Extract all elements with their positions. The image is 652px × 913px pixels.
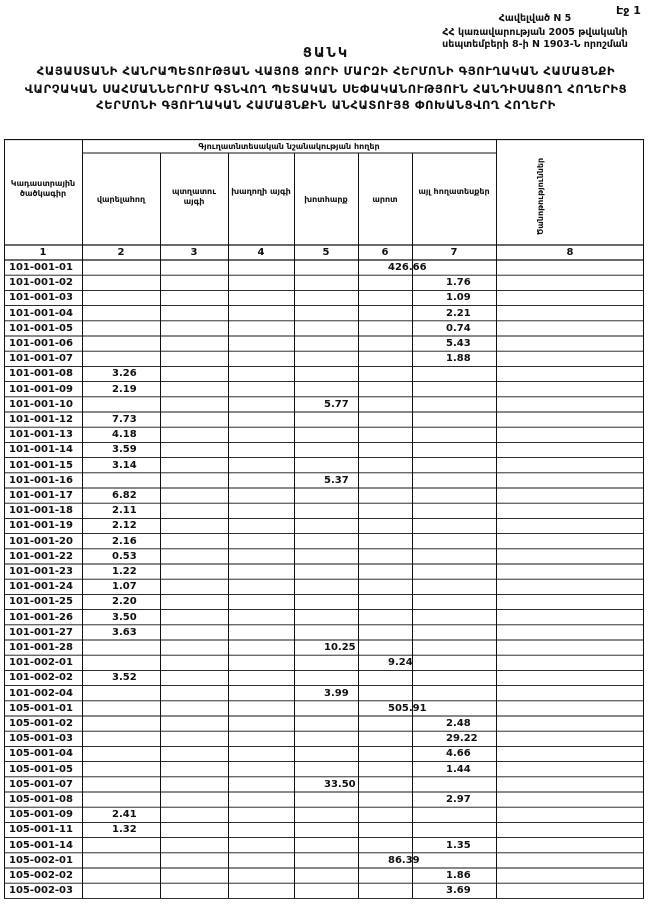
column-number: 2: [117, 247, 125, 258]
area-value-cell: 3.63: [112, 626, 137, 638]
cadastral-code-cell: 101-001-01: [9, 262, 73, 273]
cadastral-code-cell: 101-001-14: [9, 444, 73, 456]
area-value-cell: 2.12: [112, 520, 137, 532]
cadastral-code-cell: 101-002-04: [9, 687, 73, 699]
cadastral-code-cell: 101-001-03: [9, 292, 73, 304]
cadastral-code-cell: 101-001-23: [9, 566, 73, 577]
area-value-cell: 0.74: [446, 322, 471, 334]
area-value-cell: 5.77: [324, 398, 349, 410]
cadastral-code-cell: 101-001-07: [9, 353, 73, 365]
cadastral-code-cell: 105-001-14: [9, 839, 73, 851]
cadastral-code-cell: 105-001-08: [9, 794, 73, 805]
cadastral-code-cell: 101-001-19: [9, 520, 73, 532]
cadastral-code-cell: 105-001-05: [9, 763, 73, 775]
cadastral-code-cell: 101-001-20: [9, 535, 73, 547]
cadastral-code-cell: 101-002-02: [9, 672, 73, 684]
cadastral-code-cell: 101-001-08: [9, 368, 73, 380]
area-value-cell: 3.69: [446, 885, 471, 897]
cadastral-code-cell: 105-001-07: [9, 778, 73, 790]
cadastral-code-cell: 105-002-03: [9, 885, 73, 897]
column-number: 3: [190, 247, 198, 258]
area-value-cell: 10.25: [324, 642, 356, 653]
area-value-cell: 0.53: [112, 550, 137, 562]
area-value-cell: 1.07: [112, 581, 137, 593]
column-number: 5: [322, 247, 330, 258]
area-value-cell: 4.18: [112, 429, 137, 441]
column-number: 6: [381, 247, 389, 258]
area-value-cell: 5.43: [446, 338, 471, 349]
area-value-cell: 3.59: [112, 444, 137, 456]
cadastral-code-cell: 101-001-27: [9, 626, 73, 638]
header-pasture: արոտ: [372, 195, 398, 204]
area-value-cell: 1.22: [112, 566, 137, 577]
column-number: 1: [39, 247, 47, 258]
column-number: 8: [566, 247, 574, 258]
area-value-cell: 9.24: [388, 657, 413, 669]
area-value-cell: 2.16: [112, 535, 137, 547]
cadastral-code-cell: 101-001-17: [9, 490, 73, 501]
cadastral-code-cell: 101-001-18: [9, 505, 73, 517]
cadastral-code-cell: 105-001-11: [9, 824, 73, 836]
column-number: 4: [257, 247, 265, 258]
area-value-cell: 1.86: [446, 870, 471, 881]
page-number: Էջ 1: [616, 4, 641, 17]
cadastral-code-cell: 101-001-10: [9, 398, 73, 410]
area-value-cell: 1.44: [446, 763, 471, 775]
land-table: [4, 139, 644, 904]
area-value-cell: 1.35: [446, 839, 471, 851]
cadastral-code-cell: 101-001-16: [9, 474, 73, 486]
cadastral-code-cell: 105-001-03: [9, 733, 73, 745]
area-value-cell: 1.09: [446, 292, 471, 304]
cadastral-code-cell: 105-001-01: [9, 702, 73, 714]
document-subtitle-line1: ՀԱՅԱՍՏԱՆԻ ՀԱՆՐԱՊԵՏՈՒԹՅԱՆ ՎԱՅՈՑ ՁՈՐԻ ՄԱՐԶԻ ՀԵՐՄՈՆԻ ԳՅՈՒՂԱԿԱՆ ՀԱՄԱՅՆՔԻ: [36, 64, 616, 78]
column-number: 7: [450, 247, 458, 258]
cadastral-code-cell: 101-001-26: [9, 611, 73, 623]
header-arable-land: վարելահող: [96, 195, 146, 204]
cadastral-code-cell: 101-001-24: [9, 581, 73, 593]
area-value-cell: 86.39: [388, 854, 420, 866]
cadastral-code-cell: 101-001-09: [9, 383, 73, 395]
area-value-cell: 505.91: [388, 702, 427, 714]
area-value-cell: 1.76: [446, 277, 471, 289]
area-value-cell: 5.37: [324, 474, 349, 486]
document-title: ՑԱՆԿ: [302, 46, 350, 61]
header-notes: Ծանոթություններ: [536, 157, 545, 235]
cadastral-code-cell: 101-001-05: [9, 322, 73, 334]
header-cadastral-code: Կադաստրային ծածկագիր: [10, 179, 76, 198]
area-value-cell: 2.97: [446, 794, 471, 805]
area-value-cell: 1.88: [446, 353, 471, 365]
header-other-lands: այլ հողատեսքեր: [418, 187, 490, 196]
area-value-cell: 426.66: [388, 262, 427, 273]
area-value-cell: 2.41: [112, 809, 137, 821]
cadastral-code-cell: 105-001-09: [9, 809, 73, 821]
area-value-cell: 2.11: [112, 505, 137, 517]
area-value-cell: 29.22: [446, 733, 478, 745]
cadastral-code-cell: 101-001-06: [9, 338, 73, 349]
cadastral-code-cell: 105-001-04: [9, 748, 73, 760]
header-orchard: պտղատու այգի: [171, 187, 217, 206]
area-value-cell: 3.99: [324, 687, 349, 699]
header-agricultural-land-group: Գյուղատնտեսական նշանակության հողեր: [198, 142, 380, 151]
annex-title: Հավելված N 5: [498, 13, 572, 24]
area-value-cell: 1.32: [112, 824, 137, 836]
area-value-cell: 3.52: [112, 672, 137, 684]
document-subtitle-line2: ՎԱՐՉԱԿԱՆ ՍԱՀՄԱՆՆԵՐՈՒՄ ԳՏՆՎՈՂ ՊԵՏԱԿԱՆ ՍԵՓԱԿԱՆՈՒԹՅՈՒՆ ՀԱՆԴԻՍԱՑՈՂ ՀՈՂԵՐԻՑ: [24, 82, 628, 96]
header-vineyard: խաղողի այգի: [231, 187, 291, 196]
area-value-cell: 2.19: [112, 383, 137, 395]
area-value-cell: 3.50: [112, 611, 137, 623]
cadastral-code-cell: 101-001-13: [9, 429, 73, 441]
document-subtitle-line3: ՀԵՐՄՈՆԻ ԳՅՈՒՂԱԿԱՆ ՀԱՄԱՅՆՔԻՆ ԱՆՀԱՏՈՒՅՑ ՓՈԽԱՆՑՎՈՂ ՀՈՂԵՐԻ: [96, 98, 556, 112]
annex-decision-line: սեպտեմբերի 8-ի N 1903-Ն որոշման: [442, 39, 628, 50]
area-value-cell: 7.73: [112, 414, 137, 425]
cadastral-code-cell: 101-001-28: [9, 642, 73, 653]
cadastral-code-cell: 105-002-02: [9, 870, 73, 881]
cadastral-code-cell: 105-002-01: [9, 854, 73, 866]
area-value-cell: 33.50: [324, 778, 356, 790]
cadastral-code-cell: 101-001-25: [9, 596, 73, 608]
cadastral-code-cell: 105-001-02: [9, 718, 73, 729]
annex-government-line: ՀՀ կառավարության 2005 թվականի: [442, 27, 628, 38]
area-value-cell: 2.20: [112, 596, 137, 608]
area-value-cell: 4.66: [446, 748, 471, 760]
cadastral-code-cell: 101-001-22: [9, 550, 73, 562]
cadastral-code-cell: 101-001-15: [9, 459, 73, 471]
area-value-cell: 2.48: [446, 718, 471, 729]
header-hayfield: խոտհարք: [304, 195, 348, 204]
cadastral-code-cell: 101-001-12: [9, 414, 73, 425]
cadastral-code-cell: 101-002-01: [9, 657, 73, 669]
area-value-cell: 2.21: [446, 307, 471, 319]
area-value-cell: 6.82: [112, 490, 137, 501]
cadastral-code-cell: 101-001-04: [9, 307, 73, 319]
cadastral-code-cell: 101-001-02: [9, 277, 73, 289]
area-value-cell: 3.26: [112, 368, 137, 380]
area-value-cell: 3.14: [112, 459, 137, 471]
